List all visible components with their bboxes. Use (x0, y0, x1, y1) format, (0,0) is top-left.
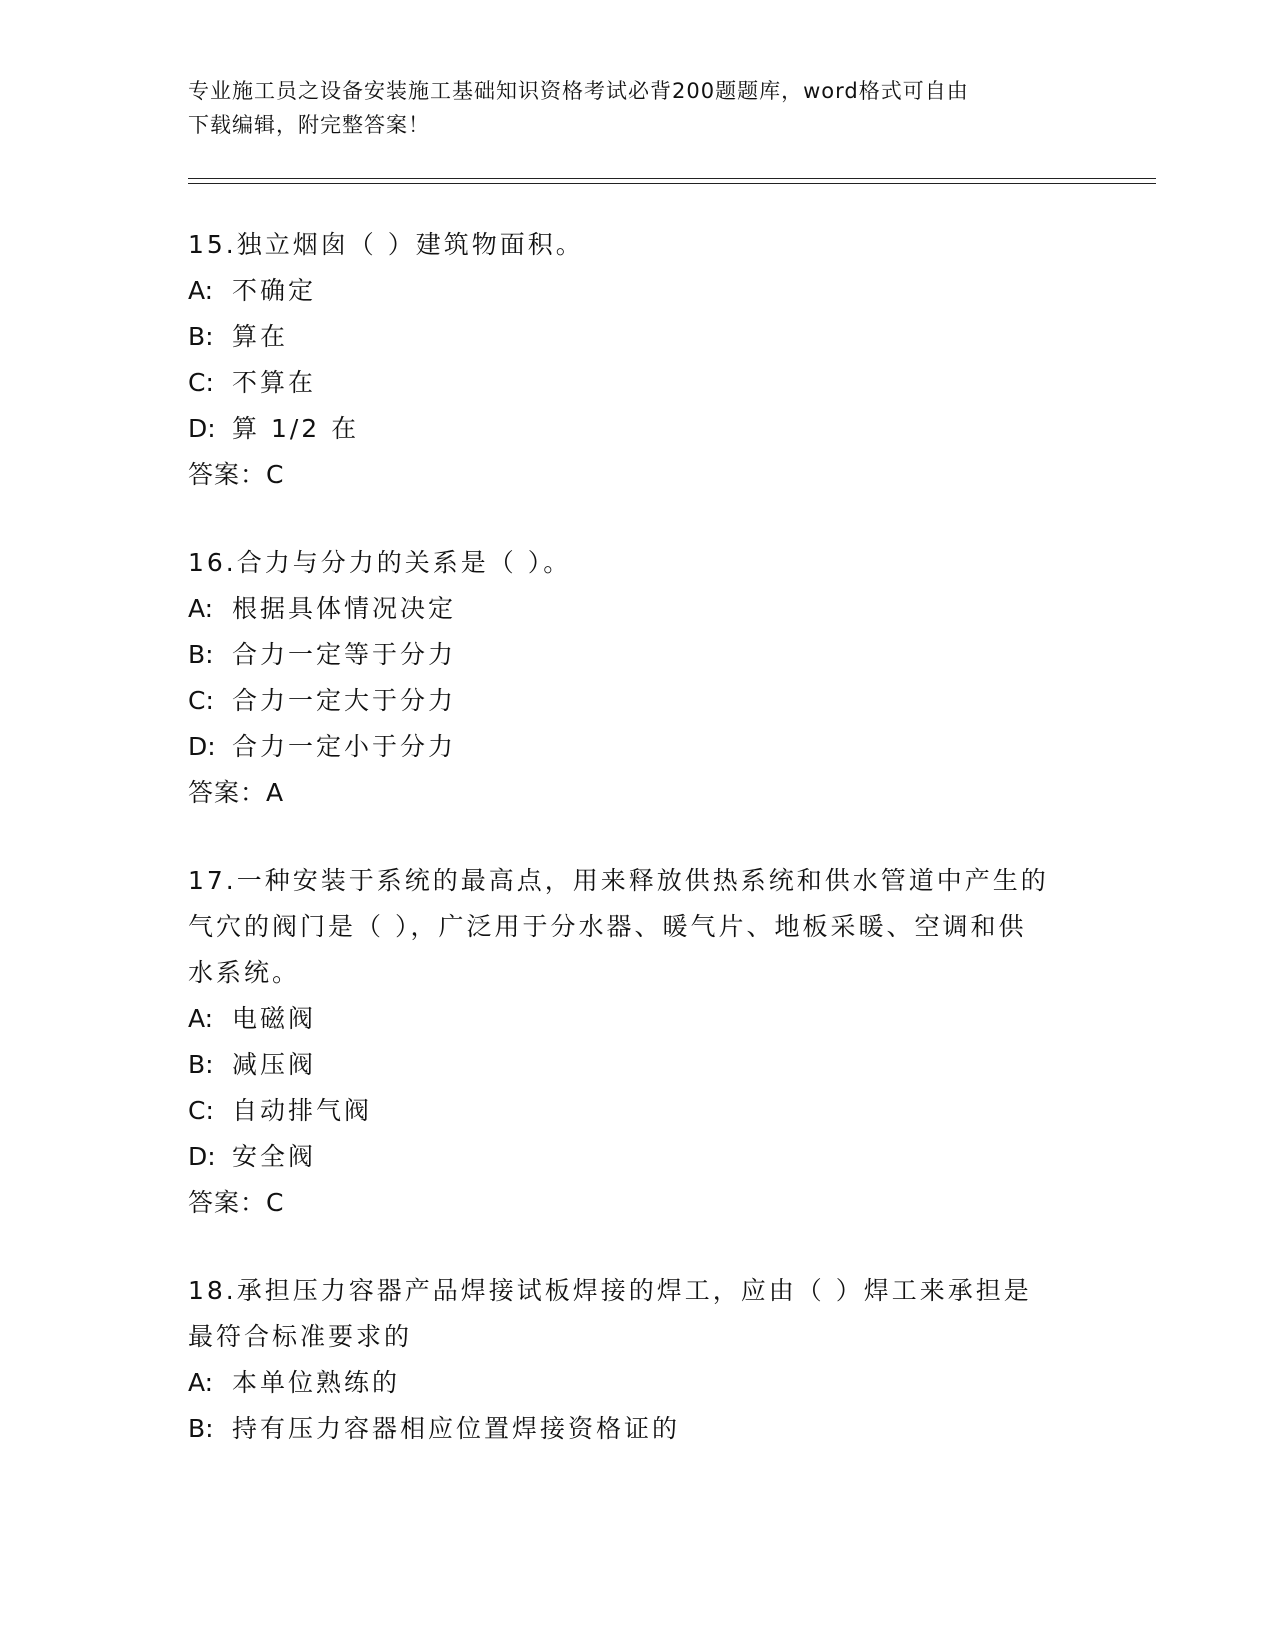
option-b (188, 632, 1088, 678)
option-b (188, 1406, 1088, 1452)
option-text: 不确定 (232, 276, 317, 305)
option-label: C: (188, 1096, 214, 1125)
option-label: C: (188, 368, 214, 397)
option-text: 减压阀 (232, 1050, 317, 1079)
option-text: 电磁阀 (232, 1004, 317, 1033)
option-a (188, 268, 1088, 314)
option-label: D: (188, 414, 216, 443)
header-divider-bottom (188, 183, 1156, 184)
option-c (188, 1088, 1088, 1134)
option-label: B: (188, 322, 214, 351)
option-c (188, 678, 1088, 724)
option-label: A: (188, 1004, 214, 1033)
option-a (188, 586, 1088, 632)
option-text: 持有压力容器相应位置焊接资格证的 (232, 1414, 681, 1443)
option-text: 根据具体情况决定 (232, 594, 457, 623)
option-text: 安全阀 (232, 1142, 317, 1171)
option-text: 合力一定大于分力 (232, 686, 457, 715)
question-15 (188, 222, 1088, 498)
option-label: B: (188, 1414, 214, 1443)
document-header (188, 74, 1068, 142)
option-a (188, 1360, 1088, 1406)
question-17 (188, 858, 1088, 1226)
answer: 答案：A (188, 778, 285, 807)
answer: 答案：C (188, 1188, 285, 1217)
question-text-line: 18.承担压力容器产品焊接试板焊接的焊工，应由（ ）焊工来承担是 (188, 1276, 1032, 1305)
option-text: 本单位熟练的 (232, 1368, 401, 1397)
option-b (188, 1042, 1088, 1088)
option-text: 不算在 (232, 368, 317, 397)
header-line-1: 专业施工员之设备安装施工基础知识资格考试必背200题题库，word格式可自由 (188, 79, 969, 103)
option-text: 合力一定等于分力 (232, 640, 457, 669)
option-a (188, 996, 1088, 1042)
option-label: B: (188, 640, 214, 669)
question-text (188, 222, 1088, 268)
option-label: B: (188, 1050, 214, 1079)
question-16 (188, 540, 1088, 816)
question-text (188, 540, 1088, 586)
option-text: 算 1/2 在 (232, 414, 360, 443)
option-label: C: (188, 686, 214, 715)
question-text (188, 858, 1088, 996)
option-d (188, 406, 1088, 452)
question-18 (188, 1268, 1088, 1452)
option-d (188, 724, 1088, 770)
question-text-line: 水系统。 (188, 958, 301, 987)
question-text-line: 最符合标准要求的 (188, 1322, 413, 1351)
option-label: A: (188, 276, 214, 305)
option-label: A: (188, 1368, 214, 1397)
option-d (188, 1134, 1088, 1180)
option-label: A: (188, 594, 214, 623)
option-label: D: (188, 732, 216, 761)
question-text (188, 1268, 1088, 1360)
header-line-2: 下载编辑，附完整答案！ (188, 113, 430, 137)
question-text-line: 17.一种安装于系统的最高点，用来释放供热系统和供水管道中产生的 (188, 866, 1049, 895)
header-divider-top (188, 178, 1156, 179)
option-text: 合力一定小于分力 (232, 732, 457, 761)
question-text-line: 15.独立烟囱（ ）建筑物面积。 (188, 230, 584, 259)
option-c (188, 360, 1088, 406)
option-text: 算在 (232, 322, 289, 351)
option-text: 自动排气阀 (232, 1096, 373, 1125)
option-label: D: (188, 1142, 216, 1171)
question-text-line: 16.合力与分力的关系是（ ）。 (188, 548, 572, 577)
answer: 答案：C (188, 460, 285, 489)
option-b (188, 314, 1088, 360)
question-text-line: 气穴的阀门是（ ），广泛用于分水器、暖气片、地板采暖、空调和供 (188, 912, 1027, 941)
